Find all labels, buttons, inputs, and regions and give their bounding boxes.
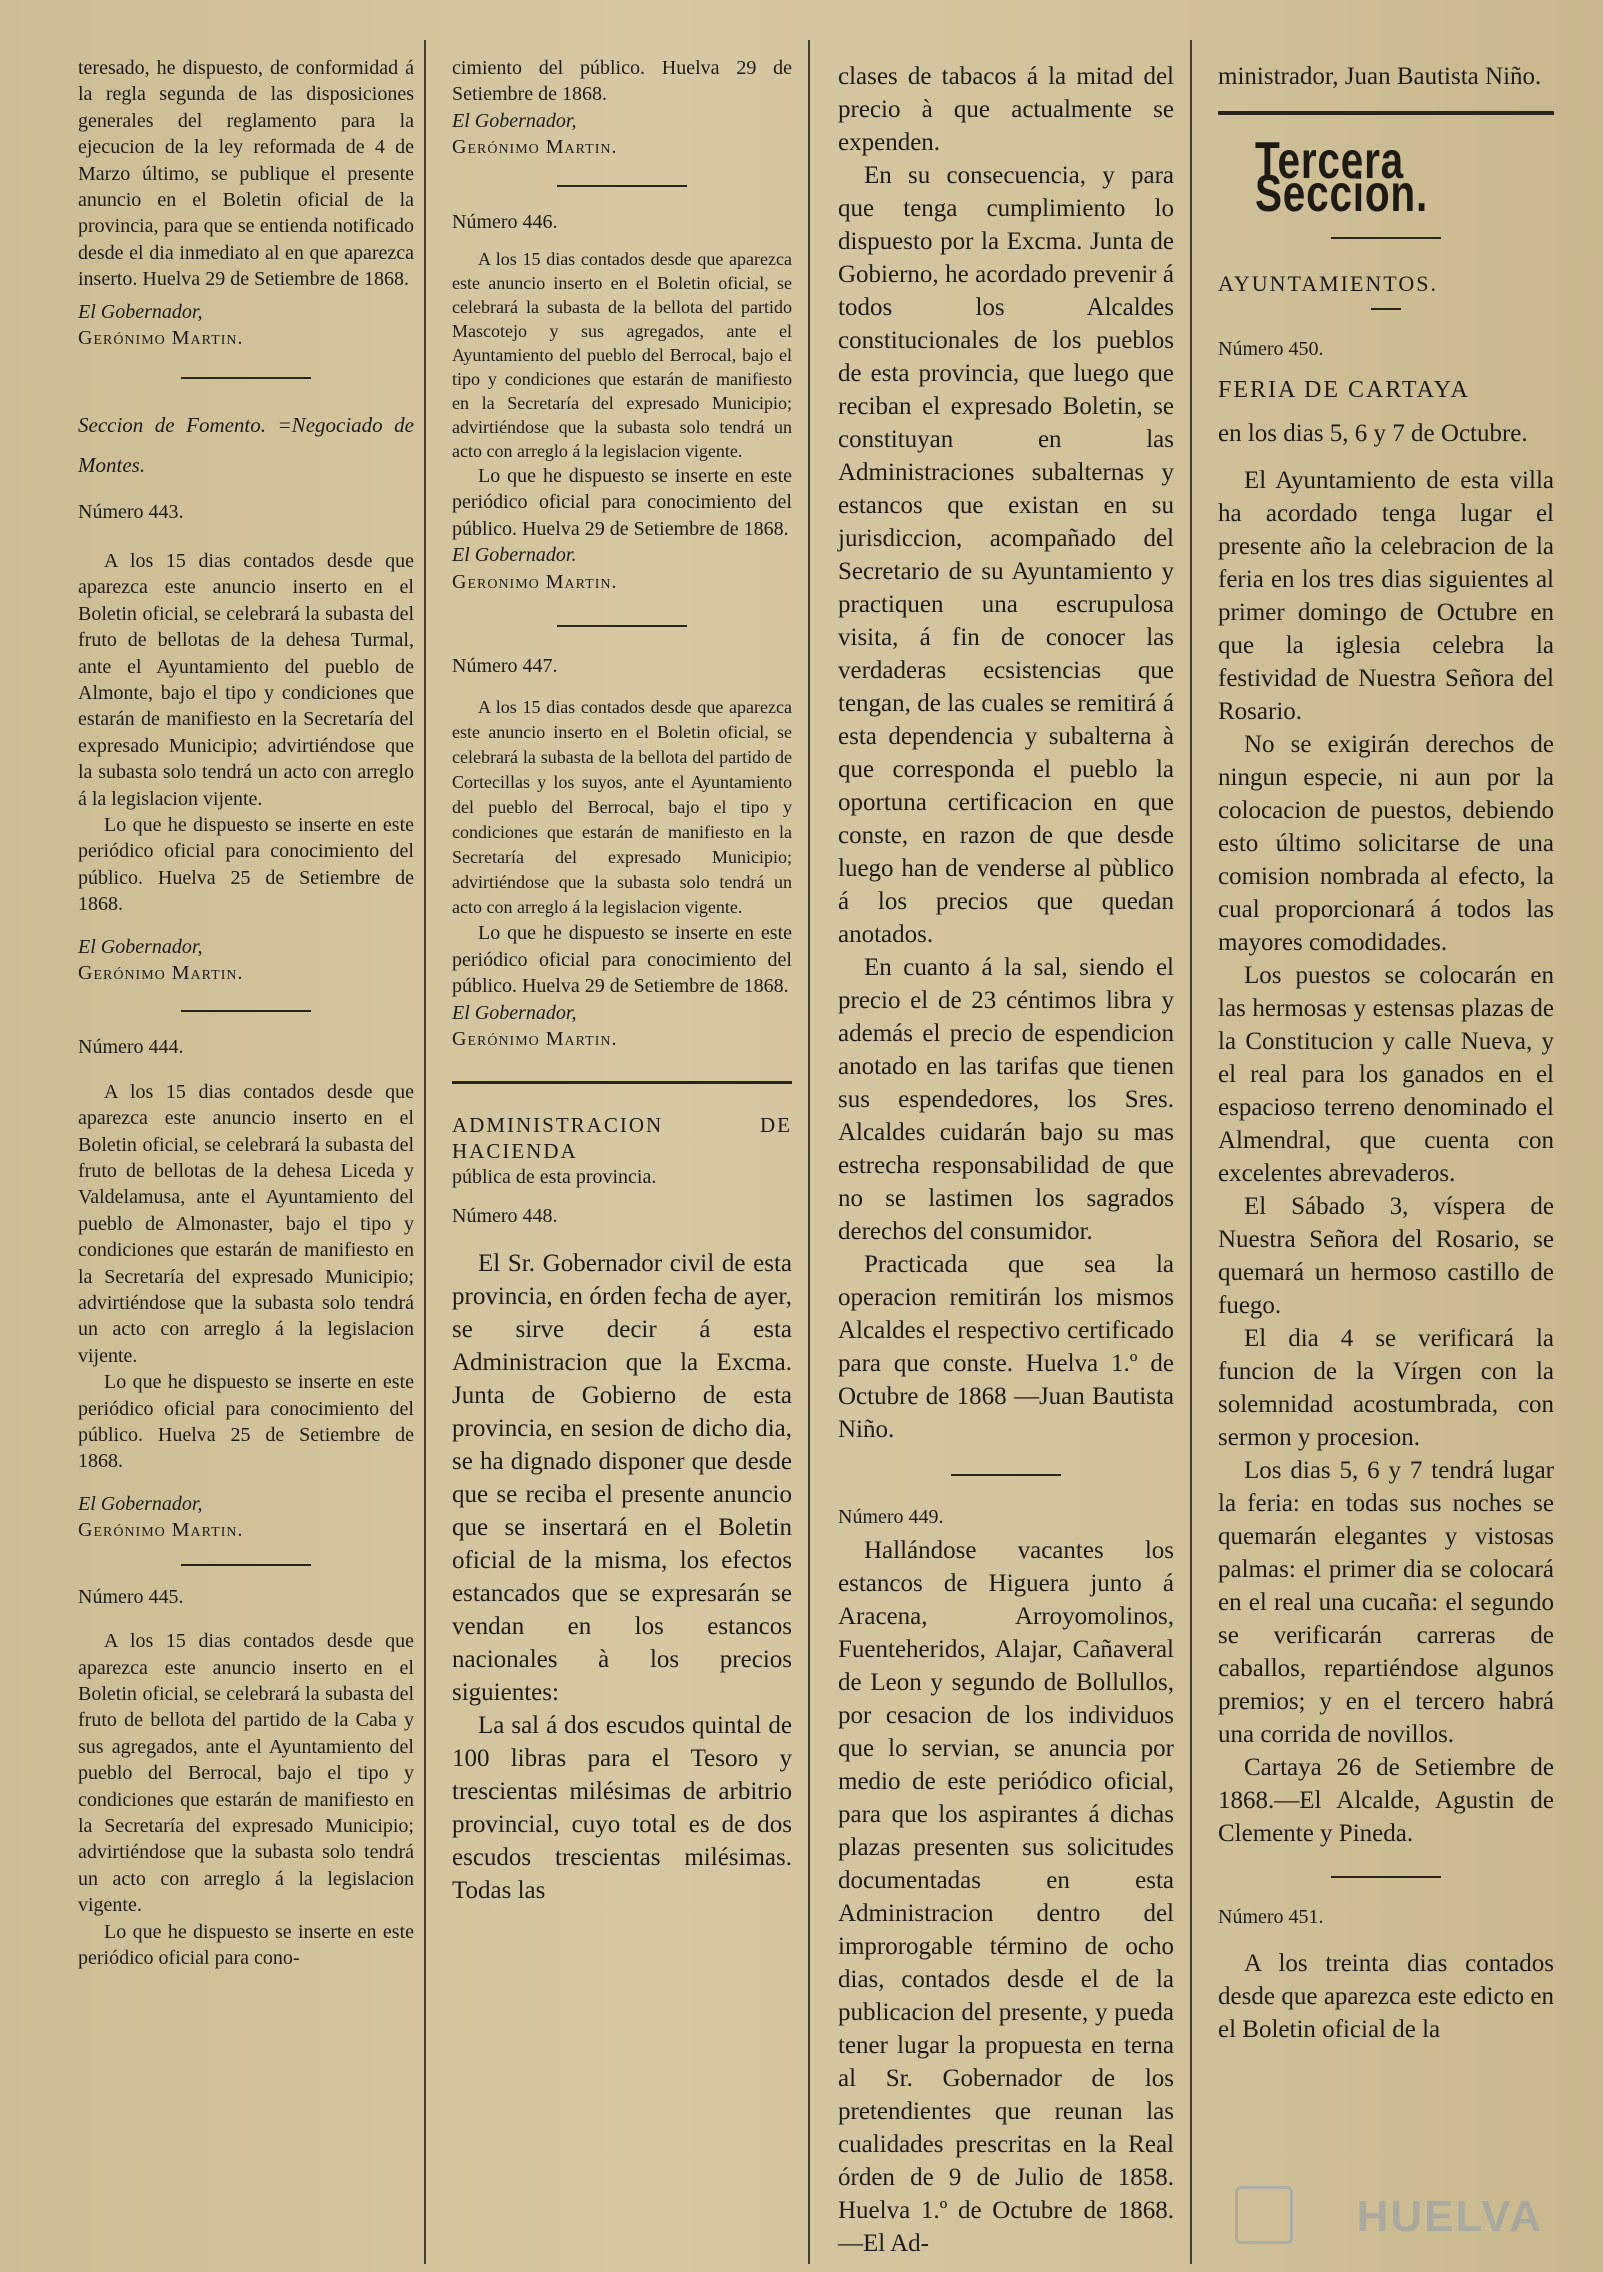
paragraph: El Ayuntamiento de esta villa ha acordado tenga lugar el presente año la celebracion de la feria en los tres dias siguientes al primer domingo de Octubre en que la iglesia celebra la festividad de Nuestra Señora del Rosario. bbox=[1218, 467, 1554, 726]
column-rule bbox=[424, 40, 426, 2264]
notice-number: Número 447. bbox=[452, 655, 558, 678]
separator bbox=[951, 1474, 1061, 1476]
notice-number: Número 444. bbox=[78, 1036, 184, 1059]
signature-name: Geronimo Martin. bbox=[452, 570, 618, 593]
paragraph: Lo que he dispuesto se inserte en este periódico oficial para conocimiento del público. Huelva 25 de Setiembre de 1868. bbox=[78, 813, 414, 916]
paragraph: El dia 4 se verificará la funcion de la Vírgen con la solemnidad acostumbrada, con sermon y procesion. bbox=[1218, 1325, 1554, 1452]
separator bbox=[1218, 111, 1554, 115]
notice-subtitle: en los dias 5, 6 y 7 de Octubre. bbox=[1218, 420, 1528, 448]
paragraph: A los 15 dias contados desde que aparezca este anuncio inserto en el Boletin oficial, se celebrará la subasta de la bellota del partido de Cortecillas y los suyos, ante el Ayuntamiento del pueblo del Berrocal, bajo el tipo y condiciones que estarán de manifiesto en la Secretaría del expresado Municipio; advirtiéndose que la subasta solo tendrá un acto con arreglo á la legislacion vigente. bbox=[452, 697, 792, 918]
column-rule bbox=[1190, 40, 1192, 2264]
signature-title: El Gobernador. bbox=[452, 544, 577, 567]
subsection-title: AYUNTAMIENTOS. bbox=[1218, 271, 1438, 296]
signature-name: Gerónimo Martin. bbox=[78, 1519, 244, 1542]
admin-title: ADMINISTRACION DE HACIENDA bbox=[452, 1112, 792, 1163]
paragraph: La sal á dos escudos quintal de 100 libras para el Tesoro y trescientas milésimas de arbitrio provincial, cuyo total es de dos escudos trescientas milésimas. Todas las bbox=[452, 1712, 792, 1905]
paragraph: A los 15 dias contados desde que aparezca este anuncio inserto en el Boletin oficial, se celebrará la subasta del fruto de bellotas de la dehesa Liceda y Valdelamusa, ante el Ayuntamiento del pueblo de Almonaster, bajo el tipo y condiciones que estarán de manifiesto en la Secretaría del expresado Municipio; advirtiéndose que la subasta solo tendrá un acto con arreglo á la legislacion vijente. bbox=[78, 1080, 414, 1367]
notice-number: Número 449. bbox=[838, 1506, 944, 1528]
admin-subtitle: pública de esta provincia. bbox=[452, 1166, 657, 1189]
paragraph: En su consecuencia, y para que tenga cumplimiento lo dispuesto por la Excma. Junta de Gobierno, he acordado prevenir á todos los Alcaldes constitucionales de los pueblos de esta provincia, que luego que reciban el expresado Boletin, se constituyan en las Administraciones subalternas y estancos que existan en su jurisdiccion, acompañado del Secretario de su Ayuntamiento y practiquen una escrupulosa visita, á fin de conocer las verdaderas ecsistencias que tengan, de las cuales se remitirá á esta dependencia y subalterna à que corresponda el pueblo la oportuna certificacion en que conste, en razon de que desde luego han de venderse al pùblico á los precios que quedan anotados. bbox=[838, 162, 1174, 948]
column-1 bbox=[78, 55, 414, 1971]
paragraph: En cuanto á la sal, siendo el precio el de 23 céntimos libra y además el precio de espendicion anotado en las tarifas que tienen sus espendedores, los Sres. Alcaldes cuidarán bajo su mas estrecha responsabilidad de que no se lastimen los sagrados derechos del consumidor. bbox=[838, 954, 1174, 1245]
separator bbox=[1331, 237, 1441, 239]
notice-number: Número 443. bbox=[78, 501, 184, 524]
paragraph: A los 15 dias contados desde que aparezca este anuncio inserto en el Boletin oficial, se celebrará la subasta del fruto de bellota del partido de la Caba y sus agregados, ante el Ayuntamiento del pueblo del Berrocal, bajo el tipo y condiciones que estarán de manifiesto en la Secretaría del expresado Municipio; advirtiéndose que la subasta solo tendrá un acto con arreglo á la legislacion vigente. bbox=[78, 1630, 414, 1917]
separator bbox=[1371, 308, 1401, 310]
paragraph: Los puestos se colocarán en las hermosas y estensas plazas de la Constitucion y calle Nueva, y el real para los ganados en el espacioso terreno denominado el Almendral, que cuenta con excelentes abrevaderos. bbox=[1218, 962, 1554, 1188]
notice-number: Número 446. bbox=[452, 210, 558, 233]
watermark-stamp: HUELVA bbox=[1356, 2192, 1543, 2241]
paragraph: Los dias 5, 6 y 7 tendrá lugar la feria: en todas sus noches se quemarán elegantes y vistosas palmas: el primer dia se colocará en el real una cucaña: el segundo se verificarán carreras de caballos, repartiéndose algunos premios; y en el tercero habrá una corrida de novillos. bbox=[1218, 1457, 1554, 1749]
notice-title: FERIA DE CARTAYA bbox=[1218, 377, 1470, 404]
paragraph: ministrador, Juan Bautista Niño. bbox=[1218, 63, 1542, 90]
separator bbox=[181, 377, 311, 379]
paragraph: clases de tabacos á la mitad del precio à que actualmente se expenden. bbox=[838, 63, 1174, 156]
signature-title: El Gobernador, bbox=[78, 300, 203, 323]
paragraph: A los 15 dias contados desde que aparezca este anuncio inserto en el Boletin oficial, se celebrará la subasta de la bellota del partido Mascotejo y sus agregados, ante el Ayuntamiento del pueblo del Berrocal, bajo el tipo y condiciones que estarán de manifiesto en la Secretaría del expresado Municipio; advirtiéndose que la subasta solo tendrá un acto con arreglo á la legislacion vigente. bbox=[452, 249, 792, 462]
column-3 bbox=[838, 60, 1174, 2260]
signature-title: El Gobernador, bbox=[452, 1001, 577, 1024]
signature-name: Gerónimo Martin. bbox=[78, 961, 244, 984]
paragraph: Practicada que sea la operacion remitirán los mismos Alcaldes el respectivo certificado para que conste. Huelva 1.º de Octubre de 1868 —Juan Bautista Niño. bbox=[838, 1251, 1174, 1443]
notice-number: Número 450. bbox=[1218, 338, 1324, 360]
signature-title: El Gobernador, bbox=[452, 109, 577, 132]
notice-number: Número 448. bbox=[452, 1204, 558, 1227]
paragraph: Lo que he dispuesto se inserte en este periódico oficial para conocimiento del público. Huelva 29 de Setiembre de 1868. bbox=[452, 922, 792, 998]
signature-name: Gerónimo Martin. bbox=[452, 1028, 618, 1051]
signature-name: Gerónimo Martin. bbox=[452, 136, 618, 159]
separator bbox=[181, 1564, 311, 1566]
notice-number: Número 451. bbox=[1218, 1906, 1324, 1929]
paragraph: cimiento del público. Huelva 29 de Setiembre de 1868. bbox=[452, 57, 792, 106]
separator bbox=[452, 1081, 792, 1084]
separator bbox=[1331, 1876, 1441, 1878]
paragraph: A los treinta dias contados desde que aparezca este edicto en el Boletin oficial de la bbox=[1218, 1949, 1554, 2043]
paragraph: No se exigirán derechos de ningun especie, ni aun por la colocacion de puestos, debiendo esto último solicitarse de una comision nombrada al efecto, la cual proporcionará á todos las mayores comodidades. bbox=[1218, 731, 1554, 957]
column-2 bbox=[452, 55, 792, 1907]
paragraph: Lo que he dispuesto se inserte en este periódico oficial para conocimiento del público. Huelva 29 de Setiembre de 1868. bbox=[452, 465, 792, 540]
signature-title: El Gobernador, bbox=[78, 1492, 203, 1515]
signature-name: Gerónimo Martin. bbox=[78, 327, 244, 350]
separator bbox=[181, 1010, 311, 1012]
separator bbox=[557, 625, 687, 627]
signature-title: El Gobernador, bbox=[78, 935, 203, 958]
library-seal-icon bbox=[1235, 2186, 1293, 2244]
paragraph: Lo que he dispuesto se inserte en este periódico oficial para conocimiento del público. Huelva 25 de Setiembre de 1868. bbox=[78, 1371, 414, 1473]
paragraph: Cartaya 26 de Setiembre de 1868.—El Alcalde, Agustin de Clemente y Pineda. bbox=[1218, 1754, 1554, 1848]
paragraph: El Sábado 3, víspera de Nuestra Señora del Rosario, se quemará un hermoso castillo de fuego. bbox=[1218, 1193, 1554, 1320]
section-heading: Tercera Seccion. bbox=[1254, 132, 1429, 223]
column-rule bbox=[808, 40, 810, 2264]
section-title: Seccion de Fomento. =Negociado de Montes. bbox=[78, 413, 414, 478]
paragraph: A los 15 dias contados desde que aparezca este anuncio inserto en el Boletin oficial, se celebrará la subasta del fruto de bellotas de la dehesa Turmal, ante el Ayuntamiento del pueblo de Almonte, bajo el tipo y condiciones que estarán de manifiesto en la Secretaría del expresado Municipio; advirtiéndose que la subasta solo tendrá un acto con arreglo á la legislacion vijente. bbox=[78, 549, 414, 810]
paragraph: Hallándose vacantes los estancos de Higuera junto á Aracena, Arroyomolinos, Fuenteheridos, Alajar, Cañaveral de Leon y segundo de Bollullos, por cesacion de los individuos que lo servian, se anuncia por medio de este periódico oficial, para que los aspirantes á dichas plazas presenten sus solicitudes documentadas en esta Administracion dentro del improrogable término de ocho dias, contados desde el de la publicacion del presente, y pueda tener lugar la propuesta en terna al Sr. Gobernador de los pretendientes que reunan las cualidades prescritas en la Real órden de 9 de Julio de 1858. Huelva 1.º de Octubre de 1868.—El Ad- bbox=[838, 1537, 1174, 2258]
notice-number: Número 445. bbox=[78, 1585, 184, 1608]
paragraph: El Sr. Gobernador civil de esta provincia, en órden fecha de ayer, se sirve decir á esta Administracion que la Excma. Junta de Gobierno de esta provincia, en sesion de dicho dia, se ha dignado disponer que desde que se reciba el presente anuncio que se insertará en el Boletin oficial de la misma, los efectos estancados que se expresarán se vendan en los estancos nacionales à los precios siguientes: bbox=[452, 1250, 792, 1707]
separator bbox=[557, 185, 687, 187]
column-4 bbox=[1218, 60, 1554, 2046]
paragraph: Lo que he dispuesto se inserte en este periódico oficial para cono- bbox=[78, 1920, 414, 1969]
paragraph: teresado, he dispuesto, de conformidad á la regla segunda de las disposiciones generales del reglamento para la ejecucion de la ley reformada de 4 de Marzo último, se publique el presente anuncio en el Boletin oficial de la provincia, para que se entienda notificado desde el dia inmediato al en que aparezca inserto. Huelva 29 de Setiembre de 1868. bbox=[78, 57, 414, 291]
